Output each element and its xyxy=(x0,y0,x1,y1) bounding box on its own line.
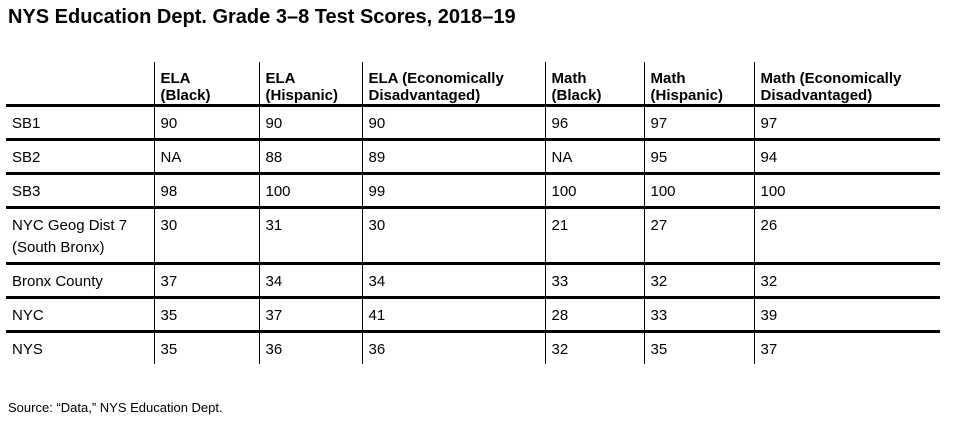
source-note: Source: “Data,” NYS Education Dept. xyxy=(8,400,223,415)
table-cell: NA xyxy=(545,140,644,174)
column-header: Math (Economically Disadvantaged) xyxy=(754,62,940,106)
column-header: Math (Hispanic) xyxy=(644,62,754,106)
row-label: NYS xyxy=(12,341,43,358)
table-cell: 96 xyxy=(545,106,644,140)
table-cell: 32 xyxy=(754,264,940,298)
table-cell: 33 xyxy=(545,264,644,298)
table-cell: 90 xyxy=(154,106,259,140)
table-row xyxy=(6,208,940,264)
table-cell: NA xyxy=(154,140,259,174)
row-label: SB1 xyxy=(6,106,154,140)
table-cell: 30 xyxy=(154,208,259,264)
table-cell: 34 xyxy=(362,264,545,298)
row-label: NYC xyxy=(6,298,154,332)
table-cell: 100 xyxy=(545,174,644,208)
row-label: SB2 xyxy=(6,140,154,174)
table-row xyxy=(6,140,940,174)
table-cell: 36 xyxy=(259,332,362,365)
table-cell: 32 xyxy=(545,332,644,365)
table-row xyxy=(6,174,940,208)
row-label: Bronx County xyxy=(6,264,154,298)
table-cell: 34 xyxy=(259,264,362,298)
table-cell: 100 xyxy=(259,174,362,208)
table-cell: 30 xyxy=(362,208,545,264)
table-cell: 31 xyxy=(259,208,362,264)
table-cell: 100 xyxy=(644,174,754,208)
table-cell: 39 xyxy=(754,298,940,332)
table-cell: 98 xyxy=(154,174,259,208)
row-label-header xyxy=(6,62,154,106)
table-row xyxy=(6,264,940,298)
table-cell: 37 xyxy=(259,298,362,332)
scores-table xyxy=(6,62,940,364)
table-cell: 97 xyxy=(644,106,754,140)
table-cell: 89 xyxy=(362,140,545,174)
table-cell: 33 xyxy=(644,298,754,332)
table-cell: 88 xyxy=(259,140,362,174)
table-cell: 90 xyxy=(362,106,545,140)
table-cell: 36 xyxy=(362,332,545,365)
table-cell: 27 xyxy=(644,208,754,264)
table-cell: 94 xyxy=(754,140,940,174)
table-cell: 32 xyxy=(644,264,754,298)
table-cell: 21 xyxy=(545,208,644,264)
row-label: SB3 xyxy=(6,174,154,208)
table-cell: 37 xyxy=(154,264,259,298)
column-header: ELA (Economically Disadvantaged) xyxy=(362,62,545,106)
table-cell: 95 xyxy=(644,140,754,174)
table-cell: 37 xyxy=(754,332,940,365)
table-cell: 26 xyxy=(754,208,940,264)
column-header: ELA (Hispanic) xyxy=(259,62,362,106)
column-header: Math (Black) xyxy=(545,62,644,106)
table-cell: 35 xyxy=(644,332,754,365)
table-title: NYS Education Dept. Grade 3–8 Test Scores, 2018–19 xyxy=(8,6,516,28)
column-header: ELA (Black) xyxy=(154,62,259,106)
table-row xyxy=(6,106,940,140)
row-label: NYC Geog Dist 7 (South Bronx) xyxy=(6,208,154,264)
table-cell: 90 xyxy=(259,106,362,140)
table-row xyxy=(6,332,940,365)
table-cell: 99 xyxy=(362,174,545,208)
table-cell: 41 xyxy=(362,298,545,332)
table-cell: 35 xyxy=(154,332,259,365)
header-row xyxy=(6,62,940,106)
table-cell: 35 xyxy=(154,298,259,332)
table-cell: 28 xyxy=(545,298,644,332)
table-row xyxy=(6,298,940,332)
table-cell: 97 xyxy=(754,106,940,140)
table-cell: 100 xyxy=(754,174,940,208)
